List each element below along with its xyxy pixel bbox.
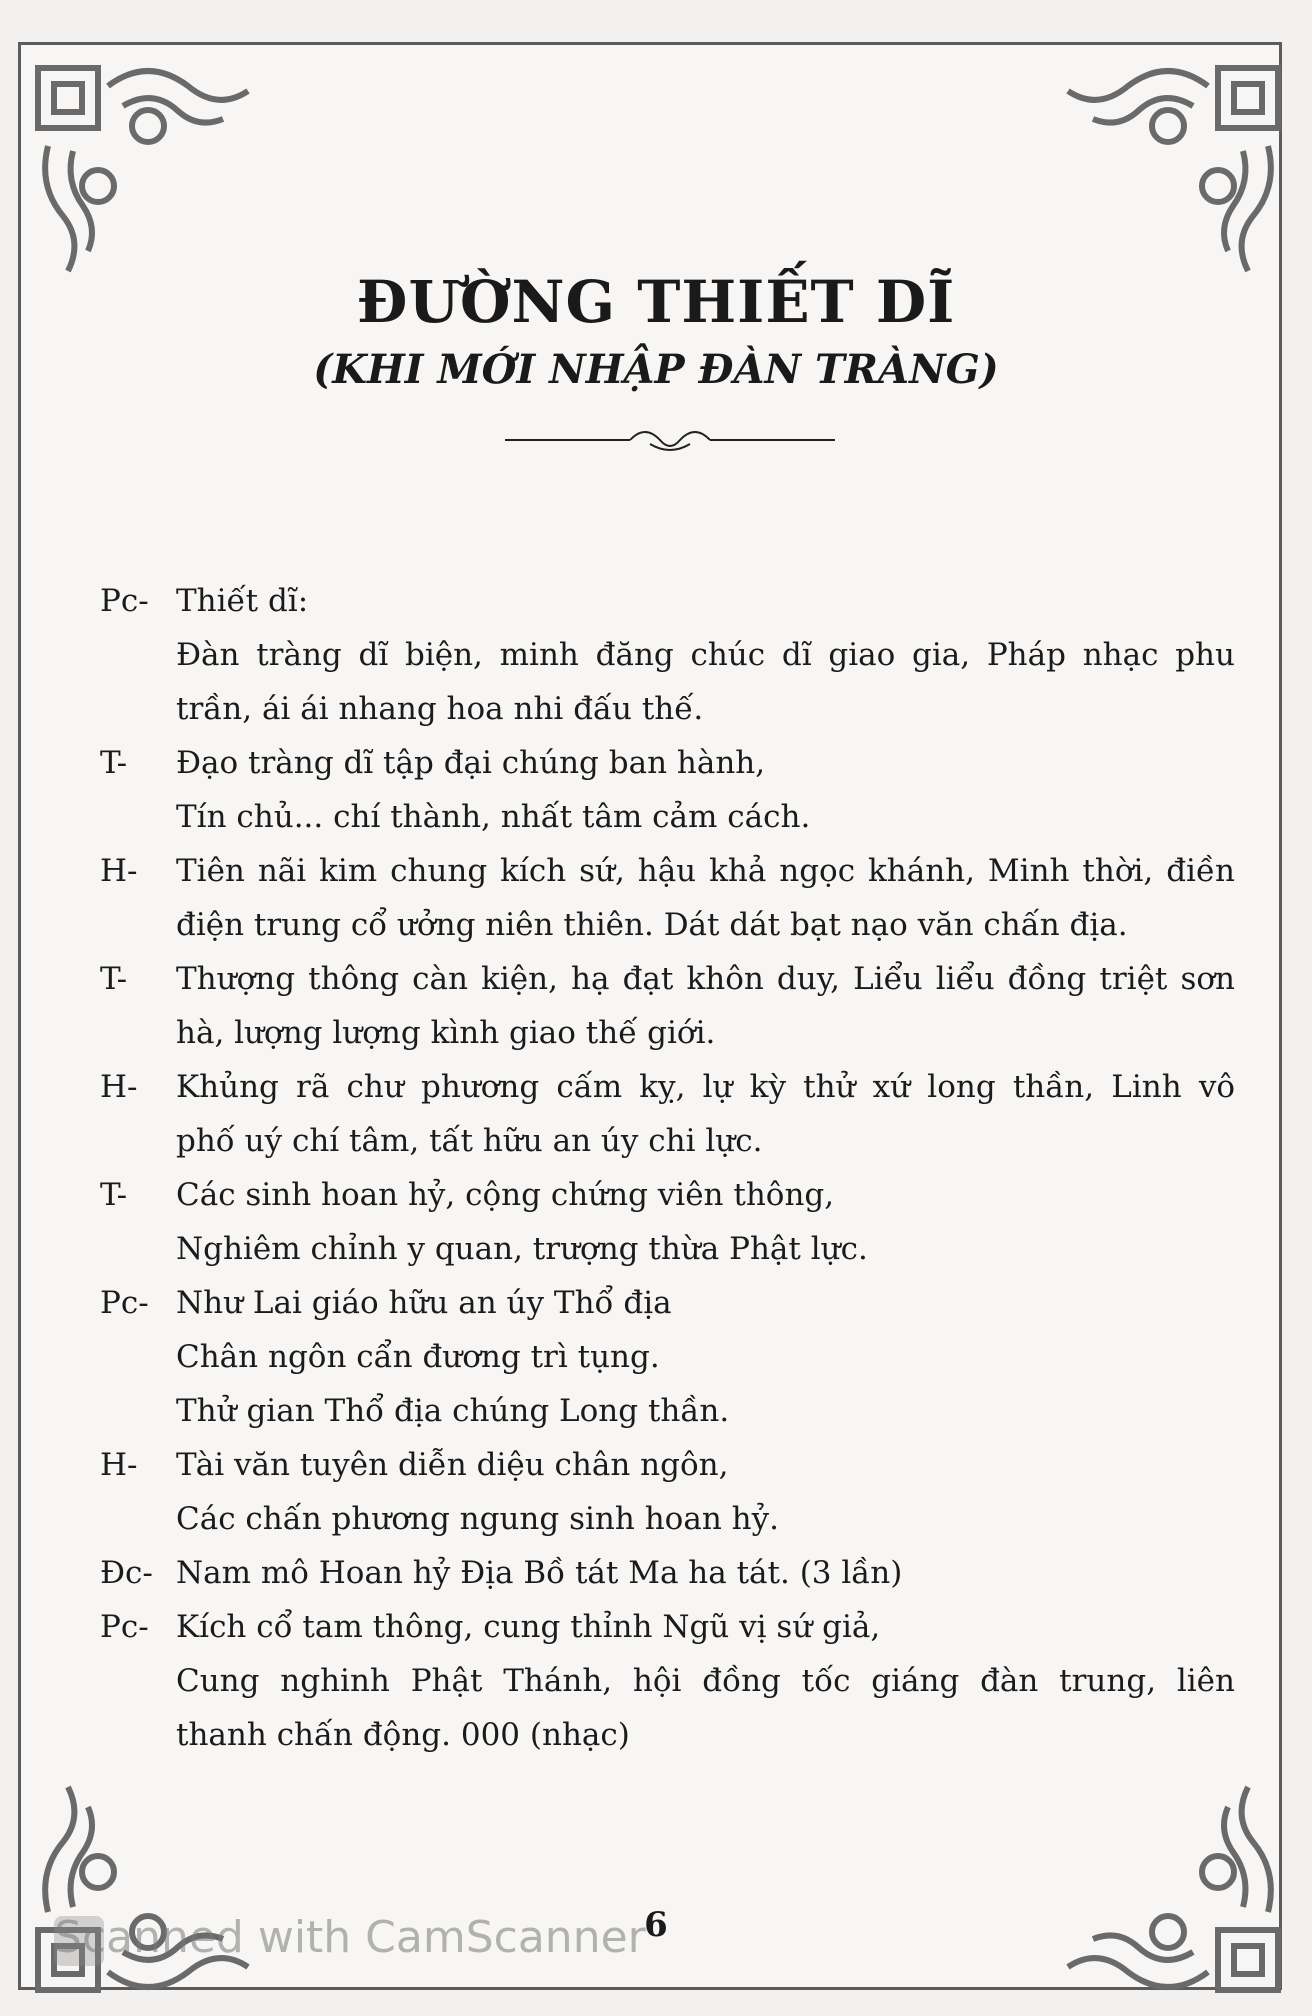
corner-ornament-top-left bbox=[28, 56, 278, 286]
text-line: Đạo tràng dĩ tập đại chúng ban hành, bbox=[176, 745, 766, 781]
text-line: thanh chấn động. 000 (nhạc) bbox=[176, 1717, 630, 1753]
text-line: Khủng rã chư phương cấm kỵ, lự kỳ thử xứ long thần, Linh vô bbox=[176, 1069, 1235, 1105]
corner-ornament-bottom-right bbox=[1038, 1772, 1288, 2002]
speaker-label: Pc- bbox=[100, 1285, 149, 1321]
speaker-label: H- bbox=[100, 853, 138, 889]
text-line: Thượng thông càn kiện, hạ đạt khôn duy, Liểu liểu đồng triệt sơn bbox=[176, 961, 1235, 997]
text-line: điện trung cổ ưởng niên thiên. Dát dát bạt nạo văn chấn địa. bbox=[176, 907, 1128, 943]
entry bbox=[100, 1438, 1235, 1546]
text-line: Nam mô Hoan hỷ Địa Bồ tát Ma ha tát. (3 lần) bbox=[176, 1555, 903, 1591]
speaker-label: T- bbox=[100, 961, 128, 997]
corner-ornament-bottom-left bbox=[28, 1772, 278, 2002]
text-line: Kích cổ tam thông, cung thỉnh Ngũ vị sứ giả, bbox=[176, 1609, 881, 1645]
entry bbox=[100, 1168, 1235, 1276]
page-title: ĐƯỜNG THIẾT DĨ bbox=[356, 268, 956, 336]
entry bbox=[100, 952, 1235, 1060]
ornamental-divider bbox=[500, 418, 840, 458]
text-line: Thử gian Thổ địa chúng Long thần. bbox=[176, 1393, 730, 1429]
speaker-label: Đc- bbox=[100, 1555, 153, 1591]
text-line: trần, ái ái nhang hoa nhi đấu thế. bbox=[176, 691, 704, 727]
text-line: phố uý chí tâm, tất hữu an úy chi lực. bbox=[176, 1123, 763, 1159]
text-line: Các sinh hoan hỷ, cộng chứng viên thông, bbox=[176, 1177, 835, 1213]
ritual-text bbox=[100, 574, 1235, 1762]
speaker-label: H- bbox=[100, 1069, 138, 1105]
speaker-label: Pc- bbox=[100, 583, 149, 619]
text-line: Đàn tràng dĩ biện, minh đăng chúc dĩ giao gia, Pháp nhạc phu bbox=[176, 637, 1235, 673]
entry bbox=[100, 736, 1235, 844]
text-line: Tiên nãi kim chung kích sứ, hậu khả ngọc khánh, Minh thời, điền bbox=[176, 853, 1235, 889]
speaker-label: Pc- bbox=[100, 1609, 149, 1645]
text-line: Chân ngôn cẩn đương trì tụng. bbox=[176, 1339, 660, 1375]
text-line: Tài văn tuyên diễn diệu chân ngôn, bbox=[176, 1447, 729, 1483]
text-line: hà, lượng lượng kình giao thế giới. bbox=[176, 1015, 716, 1051]
text-line: Như Lai giáo hữu an úy Thổ địa bbox=[176, 1285, 672, 1321]
entry bbox=[100, 1276, 1235, 1438]
speaker-label: T- bbox=[100, 1177, 128, 1213]
text-line: Tín chủ... chí thành, nhất tâm cảm cách. bbox=[176, 799, 811, 835]
entry bbox=[100, 844, 1235, 952]
text-line: Cung nghinh Phật Thánh, hội đồng tốc giáng đàn trung, liên bbox=[176, 1663, 1235, 1699]
entry bbox=[100, 574, 1235, 736]
entry bbox=[100, 1060, 1235, 1168]
speaker-label: H- bbox=[100, 1447, 138, 1483]
speaker-label: T- bbox=[100, 745, 128, 781]
text-line: Nghiêm chỉnh y quan, trượng thừa Phật lực. bbox=[176, 1231, 868, 1267]
entry bbox=[100, 1546, 1235, 1600]
page-subtitle: (KHI MỚI NHẬP ĐÀN TRÀNG) bbox=[313, 346, 999, 393]
page-number: 6 bbox=[644, 1905, 668, 1945]
entry bbox=[100, 1600, 1235, 1762]
text-line: Các chấn phương ngung sinh hoan hỷ. bbox=[176, 1501, 779, 1537]
scanner-watermark: Scanned with CamScanner bbox=[54, 1912, 646, 1963]
text-line: Thiết dĩ: bbox=[176, 583, 309, 619]
corner-ornament-top-right bbox=[1038, 56, 1288, 286]
